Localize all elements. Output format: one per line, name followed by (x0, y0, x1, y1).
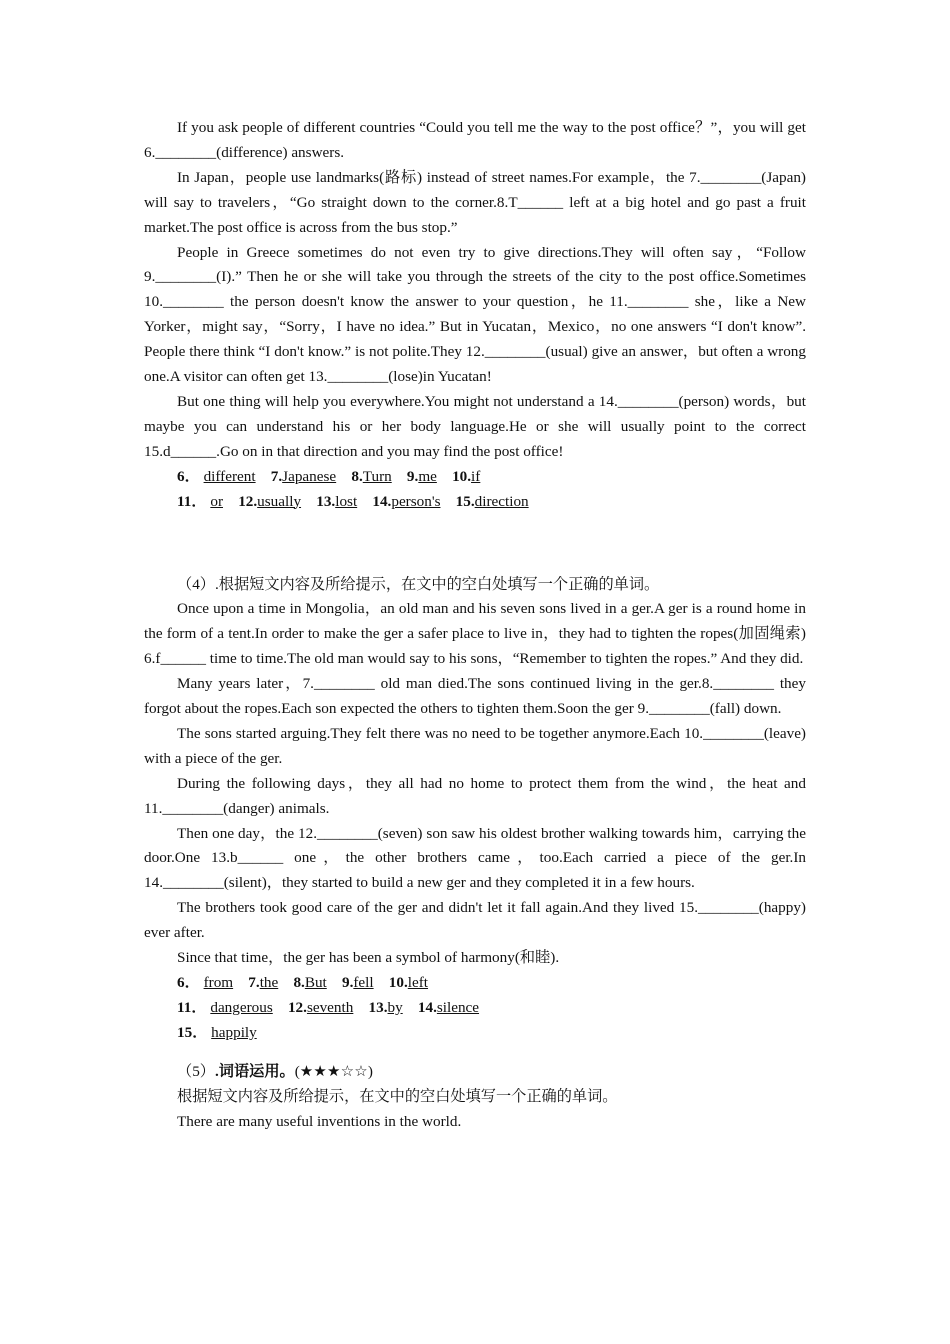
s5-instruction: 根据短文内容及所给提示，在文中的空白处填写一个正确的单词。 (177, 1087, 618, 1105)
s4-heading: （4）.根据短文内容及所给提示，在文中的空白处填写一个正确的单词。 (177, 575, 660, 593)
answer-value: from (203, 974, 234, 991)
s4-answer-row-3: 15． happily (177, 1023, 257, 1041)
document-page (144, 116, 806, 1134)
answer-value: lost (335, 492, 358, 510)
s4-paragraph-3: The sons started arguing.They felt there was no need to be together anymore.Each 10.________(leave) with a piece of the ger. (144, 724, 806, 767)
answer-value: Turn (362, 467, 392, 485)
s4-paragraph-6: The brothers took good care of the ger and didn't let it fall again.And they lived 15.________(happy) ever after. (144, 899, 806, 942)
s3-paragraph-4: But one thing will help you everywhere.You might not understand a 14.________(person) words，but maybe you can understand his or her body language.He or she will usually point to the correct 15.d______.Go on in that direction and you may find the post office! (144, 392, 806, 460)
s4-paragraph-1: Once upon a time in Mongolia，an old man and his seven sons lived in a ger.A ger is a round home in the form of a tent.In order to make the ger a safer place to live in，they had to tighten the ropes(加固绳索) 6.f______ time to time.The old man would say to his sons，“Remember to tighten the ropes.” And they did. (144, 600, 806, 668)
section-spacer (144, 1046, 806, 1060)
s3-paragraph-3: People in Greece sometimes do not even try to give directions.They will often say，“Follow 9.________(I).” Then he or she will take you through the streets of the city to the post office.Sometimes 10.________ the person doesn't know the answer to your question，he 11.________ she，like a New Yorker，might say，“Sorry，I have no idea.” But in Yucatan，Mexico，no one answers “I don't know”. People there think “I don't know.” is not polite.They 12.________(usual) give an answer，but often a wrong one.A visitor can often get 13.________(lose)in Yucatan! (144, 243, 806, 386)
s4-paragraph-4: During the following days，they all had no home to protect them from the wind，the heat and 11.________(danger) animals. (144, 774, 806, 817)
s3-answer-row-1: 6． different 7.Japanese 8.Turn 9.me 10.if (177, 467, 481, 485)
answer-value: dangerous (210, 998, 273, 1016)
s5-paragraph-1: There are many useful inventions in the world. (177, 1112, 462, 1130)
answer-value: silence (436, 998, 480, 1016)
s3-paragraph-2: In Japan，people use landmarks(路标) instead of street names.For example，the 7.________(Japan) will say to travelers，“Go straight down to the corner.8.T______ left at a big hotel and go past a fruit market.The post office is across from the bus stop.” (144, 168, 806, 236)
answer-value: usually (257, 492, 302, 510)
answer-value: or (210, 492, 223, 510)
s5-heading: （5）.词语运用。(★★★☆☆) (177, 1062, 373, 1080)
s4-paragraph-2: Many years later，7.________ old man died.The sons continued living in the ger.8.________ they forgot about the ropes.Each son expected the others to tighten them.Soon the ger 9.________(fall) down. (144, 675, 806, 718)
s3-answer-row-2: 11． or 12.usually 13.lost 14.person's 15.direction (177, 492, 529, 510)
section-spacer (144, 515, 806, 573)
s4-answer-row-2: 11． dangerous 12.seventh 13.by 14.silence (177, 998, 480, 1016)
answer-value: left (407, 974, 429, 991)
answer-value: fell (353, 974, 374, 991)
answer-value: if (471, 467, 481, 485)
s4-answer-row-1: 6． from 7.the 8.But 9.fell 10.left (177, 974, 429, 991)
answer-value: me (418, 467, 437, 485)
s4-paragraph-7: Since that time，the ger has been a symbol of harmony(和睦). (177, 949, 560, 967)
answer-value: different (203, 467, 256, 485)
s4-paragraph-5: Then one day，the 12.________(seven) son saw his oldest brother walking towards him，carrying the door.One 13.b______ one，the other brothers came，too.Each carried a piece of the ger.In 14.________(silent)，they started to build a new ger and they completed it in a few hours. (144, 824, 806, 892)
answer-value: happily (211, 1023, 257, 1041)
answer-value: by (387, 998, 403, 1016)
answer-value: the (259, 974, 279, 991)
answer-value: Japanese (282, 467, 337, 485)
answer-value: direction (474, 492, 529, 510)
s3-paragraph-1: If you ask people of different countries “Could you tell me the way to the post office？”，you will get 6.________(difference) answers. (144, 119, 806, 161)
difficulty-stars: (★★★☆☆) (294, 1062, 373, 1080)
answer-value: person's (391, 492, 441, 510)
answer-value: seventh (306, 998, 354, 1016)
answer-value: But (304, 974, 327, 991)
